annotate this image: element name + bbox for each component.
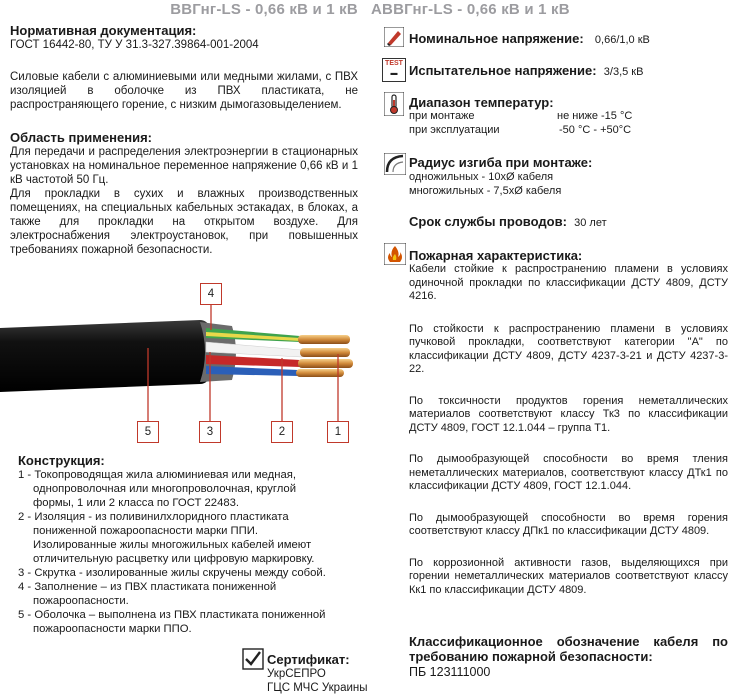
temperature-row-label: при монтаже — [409, 110, 475, 122]
test-value: 3/3,5 кВ — [603, 66, 644, 78]
bend-heading: Радиус изгиба при монтаже: — [409, 155, 593, 170]
fire-icon — [384, 243, 406, 265]
fire-paragraph: По стойкости к распространению пламени в условиях пучковой прокладки, соответствуют категории "А" по классификации ДСТУ 4809, ДСТУ 4237-3-21 и ДСТУ 4237-3-22. — [409, 322, 728, 375]
application-paragraph: Для прокладки в сухих и влажных производственных помещениях, на специальных кабельных эстакадах, в блоках, а также для прокладки на открытом воздухе. Для электроснабжения электроустановок, при повышенных требованиях пожарной безопасности. — [10, 188, 358, 256]
temperature-row-value: не ниже -15 °С — [557, 110, 633, 122]
conductor — [298, 359, 353, 368]
normdoc-section — [10, 23, 360, 52]
certificate-line: ГЦС МЧС Украины — [267, 682, 368, 694]
construction-item: 5 - Оболочка – выполнена из ПВХ пластиката пониженной пожароопасности марки ППО. — [18, 609, 326, 635]
fire-section — [409, 248, 728, 597]
callout-5: 5 — [137, 421, 159, 443]
classification-heading: Классификационное обозначение кабеля по требованию пожарной безопасности: — [409, 634, 728, 664]
temperature-row — [409, 124, 729, 137]
temperature-row — [409, 110, 729, 123]
fire-paragraph: По дымообразующей способности во время тления неметаллических материалов, соответствуют классу ДТк1 по классификации ДСТУ 4809, ГОСТ 12.1.044. — [409, 453, 728, 492]
application-section — [10, 130, 358, 257]
bend-section — [409, 155, 729, 170]
bend-radius-icon — [384, 153, 406, 175]
temperature-heading: Диапазон температур: — [409, 95, 554, 110]
service-value: 30 лет — [574, 217, 607, 229]
certificate-heading: Сертификат: — [267, 652, 350, 667]
test-row — [409, 63, 729, 79]
fire-paragraph: По дымообразующей способности во время горения соответствуют классу ДПк1 по классификации ДСТУ 4809. — [409, 511, 728, 537]
bend-row: многожильных - 7,5xØ кабеля — [409, 185, 562, 197]
certificate-section — [267, 652, 407, 695]
temperature-section — [409, 95, 729, 110]
construction-item: 2 - Изоляция - из поливинилхлоридного пластиката пониженной пожароопасности марки ППИ. Изолированные жилы многожильных кабелей имеют отличительную расцветку или цифровую маркировку. — [18, 511, 315, 565]
fire-heading: Пожарная характеристика: — [409, 248, 583, 263]
classification-value: ПБ 123111000 — [409, 665, 491, 679]
normdoc-text: ГОСТ 16442-80, ТУ У 31.3-327.39864-001-2004 — [10, 39, 259, 51]
callout-1: 1 — [327, 421, 349, 443]
bend-row: одножильных - 10xØ кабеля — [409, 171, 554, 183]
fire-paragraph: По токсичности продуктов горения неметаллических материалов соответствуют классу Тк3 по классификации ДСТУ 4809, ГОСТ 12.1.044 – группа Т1. — [409, 394, 728, 434]
temperature-row-value: -50 °С - +50°С — [559, 124, 632, 136]
pen-icon — [384, 27, 404, 47]
thermometer-icon — [384, 92, 404, 116]
construction-item: 4 - Заполнение – из ПВХ пластиката пониженной пожароопасности. — [18, 581, 277, 607]
callout-2: 2 — [271, 421, 293, 443]
service-row — [409, 214, 729, 230]
fire-paragraph: Кабели стойкие к распространению пламени в условиях одиночной прокладки по классификации ДСТУ 4809, ДСТУ 4216. — [409, 263, 728, 302]
nominal-value: 0,66/1,0 кВ — [594, 34, 650, 46]
test-label: Испытательное напряжение: — [409, 63, 597, 78]
construction-section — [18, 453, 368, 636]
conductor — [298, 335, 350, 344]
cable-sheath — [0, 320, 214, 392]
callout-3: 3 — [199, 421, 221, 443]
application-paragraph: Для передачи и распределения электроэнергии в стационарных установках на номинальное переменное напряжение 0,66 кВ и 1 кВ частотой 50 Гц. — [10, 146, 358, 186]
construction-item: 3 - Скрутка - изолированные жилы скручены между собой. — [18, 567, 326, 579]
construction-heading: Конструкция: — [18, 453, 105, 468]
intro-text: Силовые кабели с алюминиевыми или медными жилами, с ПВХ изоляцией в оболочке из ПВХ пластиката, не распространяющего горение, с низким дымогазовыделением. — [10, 71, 358, 111]
normdoc-heading: Нормативная документация: — [10, 23, 197, 38]
conductor — [300, 348, 350, 357]
classification-section — [409, 634, 728, 680]
fire-paragraph: По коррозионной активности газов, выделяющихся при горении неметаллических материалов соответствуют классу Кк1 по классификации ДСТУ 4809. — [409, 556, 728, 596]
service-label: Срок службы проводов: — [409, 214, 567, 229]
nominal-label: Номинальное напряжение: — [409, 31, 584, 46]
construction-item: 1 - Токопроводящая жила алюминиевая или медная, однопроволочная или многопроволочная, круглой формы, 1 или 2 класса по ГОСТ 22483. — [18, 469, 297, 509]
certificate-line: УкрСЕПРО — [267, 668, 326, 680]
conductor — [296, 369, 344, 377]
certificate-icon — [242, 648, 264, 670]
nominal-row — [409, 31, 729, 47]
page-title: ВВГнг-LS - 0,66 кВ и 1 кВ АВВГнг-LS - 0,66 кВ и 1 кВ — [170, 1, 570, 18]
temperature-row-label: при эксплуатации — [409, 124, 500, 136]
application-heading: Область применения: — [10, 130, 152, 145]
test-icon: TEST ▬ — [382, 58, 406, 82]
cable-illustration — [0, 280, 370, 450]
callout-4: 4 — [200, 283, 222, 305]
